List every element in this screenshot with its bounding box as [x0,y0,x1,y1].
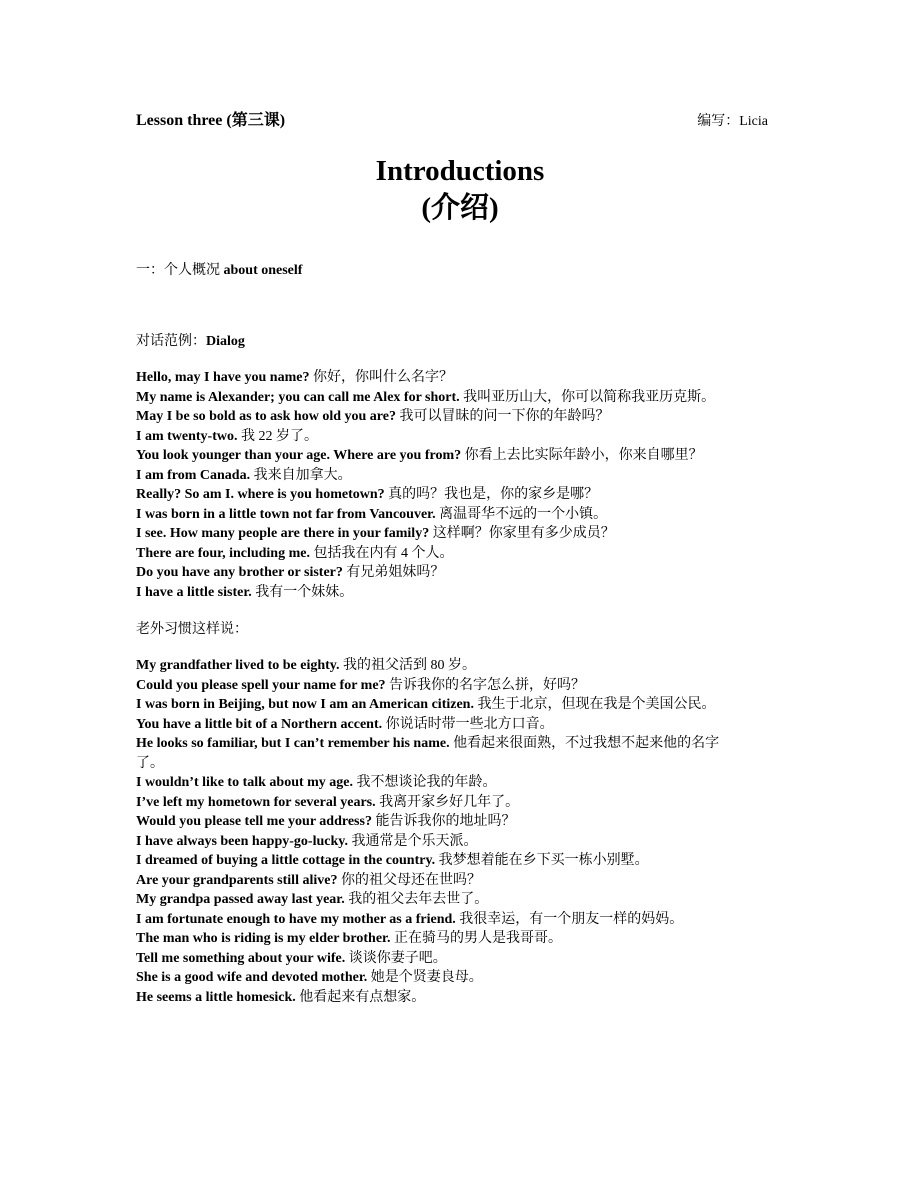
expression-line-continuation: 了。 [136,756,164,771]
dialog-heading-zh: 对话范例： [136,334,206,349]
expression-line: I’ve left my hometown for several years. 我离开家乡好几年了。 [136,795,520,810]
dialog-line: May I be so bold as to ask how old you are? 我可以冒昧的问一下你的年龄吗？ [136,409,610,424]
expression-line: She is a good wife and devoted mother. 她是个贤妻良母。 [136,970,483,985]
page-header [136,111,768,133]
expression-line: He looks so familiar, but I can’t remember his name. 他看起来很面熟，不过我想不起来他的名字 [136,736,720,751]
expression-line: Tell me something about your wife. 谈谈你妻子吧。 [136,951,447,966]
dialog-line: You look younger than your age. Where are you from? 你看上去比实际年龄小，你来自哪里？ [136,448,703,463]
dialog-line: I see. How many people are there in your family? 这样啊？你家里有多少成员？ [136,526,615,541]
expression-line: I am fortunate enough to have my mother as a friend. 我很幸运，有一个朋友一样的妈妈。 [136,912,684,927]
expressions-heading: 老外习惯这样说： [136,622,248,637]
dialog-heading [136,333,245,351]
expression-line: Would you please tell me your address? 能告诉我你的地址吗？ [136,814,516,829]
section-heading-zh: 一：个人概况 [136,263,224,278]
dialog-line: My name is Alexander; you can call me Alex for short. 我叫亚历山大，你可以简称我亚历克斯。 [136,390,716,405]
section-heading-about-oneself [136,262,302,280]
expression-line: I was born in Beijing, but now I am an American citizen. 我生于北京，但现在我是个美国公民。 [136,697,716,712]
expression-line: My grandpa passed away last year. 我的祖父去年去世了。 [136,892,489,907]
section-heading-en: about oneself [223,263,303,278]
document-title: Introductions [375,155,545,187]
expression-line: You have a little bit of a Northern accent. 你说话时带一些北方口音。 [136,717,554,732]
dialog-line: I have a little sister. 我有一个妹妹。 [136,585,354,600]
document-subtitle: (介绍) [421,192,499,224]
lesson-title: Lesson three (第三课) [136,112,286,129]
expression-line: Could you please spell your name for me? 告诉我你的名字怎么拼，好吗？ [136,678,586,693]
expression-line: He seems a little homesick. 他看起来有点想家。 [136,990,426,1005]
dialog-line: I was born in a little town not far from Vancouver. 离温哥华不远的一个小镇。 [136,507,608,522]
dialog-line: Do you have any brother or sister? 有兄弟姐妹吗？ [136,565,445,580]
dialog-line: I am from Canada. 我来自加拿大。 [136,468,352,483]
expression-line: I dreamed of buying a little cottage in the country. 我梦想着能在乡下买一栋小别墅。 [136,853,649,868]
dialog-line: Hello, may I have you name? 你好，你叫什么名字？ [136,370,453,385]
dialog-line: There are four, including me. 包括我在内有 4 个人。 [136,546,454,561]
expression-line: I wouldn’t like to talk about my age. 我不想谈论我的年龄。 [136,775,497,790]
expression-line: I have always been happy-go-lucky. 我通常是个乐天派。 [136,834,478,849]
expression-line: The man who is riding is my elder brother. 正在骑马的男人是我哥哥。 [136,931,562,946]
dialog-line: Really? So am I. where is you hometown? 真的吗？我也是，你的家乡是哪？ [136,487,599,502]
expression-line: My grandfather lived to be eighty. 我的祖父活到 80 岁。 [136,658,477,673]
author-credit: 编写：Licia [697,114,768,129]
expression-line: Are your grandparents still alive? 你的祖父母还在世吗？ [136,873,481,888]
dialog-line: I am twenty-two. 我 22 岁了。 [136,429,318,444]
dialog-heading-en: Dialog [206,334,245,349]
